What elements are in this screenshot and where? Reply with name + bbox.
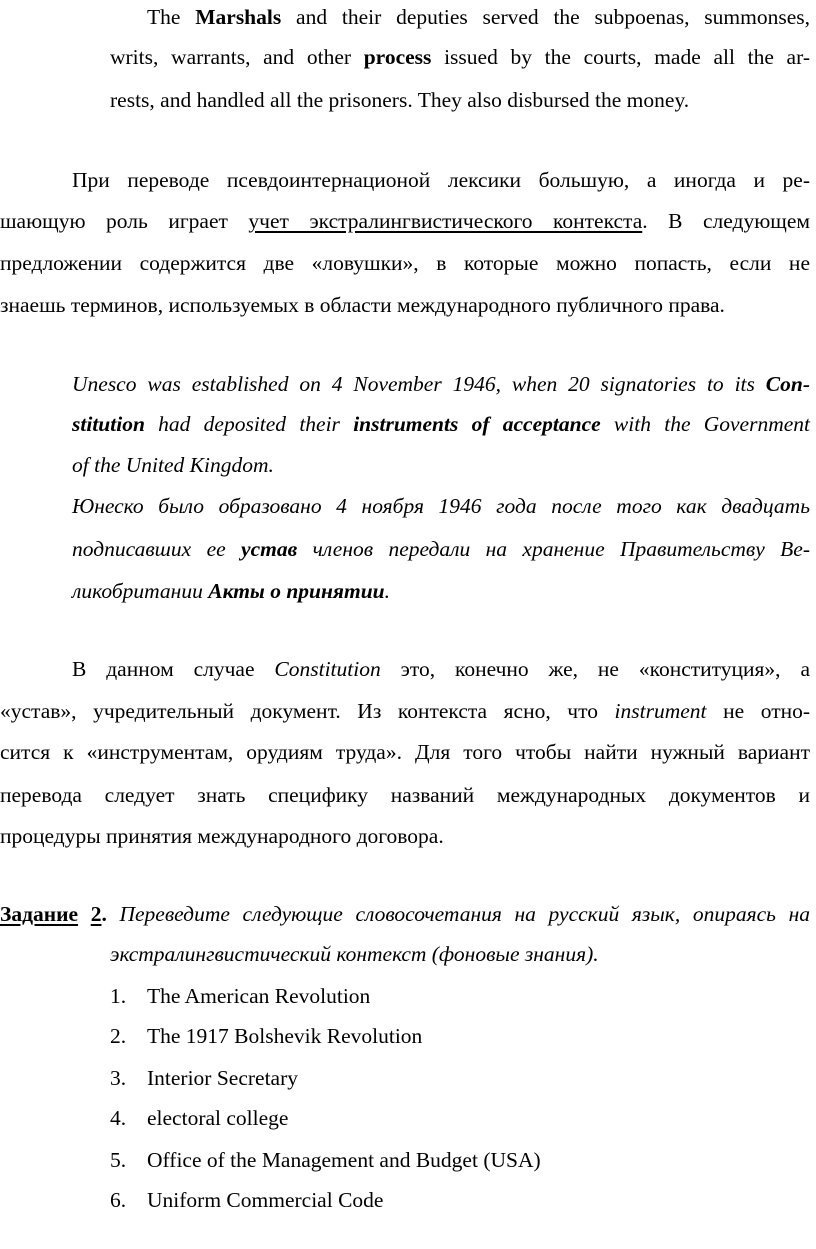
list-item-number: 5. xyxy=(110,1148,127,1172)
list-item: Office of the Management and Budget (USA) xyxy=(147,1148,541,1172)
term-instruments-of-acceptance: instruments of acceptance xyxy=(353,412,601,436)
task-label: Задание xyxy=(0,902,79,926)
paragraph-pseudo-line-1: При переводе псевдоинтернационой лексики большую, а иногда и ре- xyxy=(72,168,810,192)
list-item-number: 3. xyxy=(110,1066,127,1090)
list-item: Uniform Commercial Code xyxy=(147,1188,384,1212)
example-en-line-1: Unesco was established on 4 November 1946, when 20 signatories to its Con- xyxy=(72,372,810,396)
paragraph-marshals-line-3: rests, and handled all the prisoners. They also disbursed the money. xyxy=(110,88,690,112)
paragraph-commentary-line-1: В данном случае Constitution это, конечно же, не «конституция», а xyxy=(72,657,810,681)
paragraph-pseudo-line-2: шающую роль играет учет экстралингвистического контекста. В следующем xyxy=(0,209,810,233)
underlined-phrase: учет экстралингвистического контекста xyxy=(248,209,643,233)
term-marshals: Marshals xyxy=(195,5,282,29)
list-item: electoral college xyxy=(147,1106,289,1130)
example-ru-line-2: подписавших ее устав членов передали на хранение Правительству Ве- xyxy=(72,537,810,561)
term-constitution: Con- xyxy=(765,372,810,396)
example-ru-line-1: Юнеско было образовано 4 ноября 1946 года после того как двадцать xyxy=(72,494,810,518)
task-number: 2 xyxy=(90,902,102,926)
paragraph-commentary-line-5: процедуры принятия международного договора. xyxy=(0,824,444,848)
list-item: The 1917 Bolshevik Revolution xyxy=(147,1024,423,1048)
list-item: Interior Secretary xyxy=(147,1066,299,1090)
list-item-number: 6. xyxy=(110,1188,127,1212)
list-item-number: 4. xyxy=(110,1106,127,1130)
example-en-line-3: of the United Kingdom. xyxy=(72,453,274,477)
term-ustav: устав xyxy=(241,537,298,561)
list-item-number: 2. xyxy=(110,1024,127,1048)
paragraph-marshals-line-1: The Marshals and their deputies served the subpoenas, summonses, xyxy=(147,5,810,29)
paragraph-pseudo-line-4: знаешь терминов, используемых в области международного публичного права. xyxy=(0,293,725,317)
paragraph-commentary-line-4: перевода следует знать специфику названий международных документов и xyxy=(0,783,810,807)
list-item: The American Revolution xyxy=(147,984,371,1008)
example-ru-line-3: ликобритании Акты о принятии. xyxy=(72,579,391,603)
task-heading-line-2: экстралингвистический контекст (фоновые знания). xyxy=(110,942,599,966)
example-en-line-2: stitution had deposited their instruments of acceptance with the Government xyxy=(72,412,811,436)
task-instruction: Переведите следующие словосочетания на русский язык, опираясь на xyxy=(119,902,811,926)
paragraph-commentary-line-2: «устав», учредительный документ. Из контекста ясно, что instrument не отно- xyxy=(0,699,811,723)
paragraph-commentary-line-3: сится к «инструментам, орудиям труда». Для того чтобы найти нужный вариант xyxy=(0,740,810,764)
term-akty-o-prinyatii: Акты о принятии xyxy=(208,579,385,603)
paragraph-pseudo-line-3: предложении содержится две «ловушки», в которые можно попасть, если не xyxy=(0,251,810,275)
list-item-number: 1. xyxy=(110,984,127,1008)
paragraph-marshals-line-2: writs, warrants, and other process issued by the courts, made all the ar- xyxy=(110,45,810,69)
task-heading-line-1: Задание 2. Переведите следующие словосочетания на русский язык, опираясь на xyxy=(0,902,811,926)
term-process: process xyxy=(363,45,432,69)
